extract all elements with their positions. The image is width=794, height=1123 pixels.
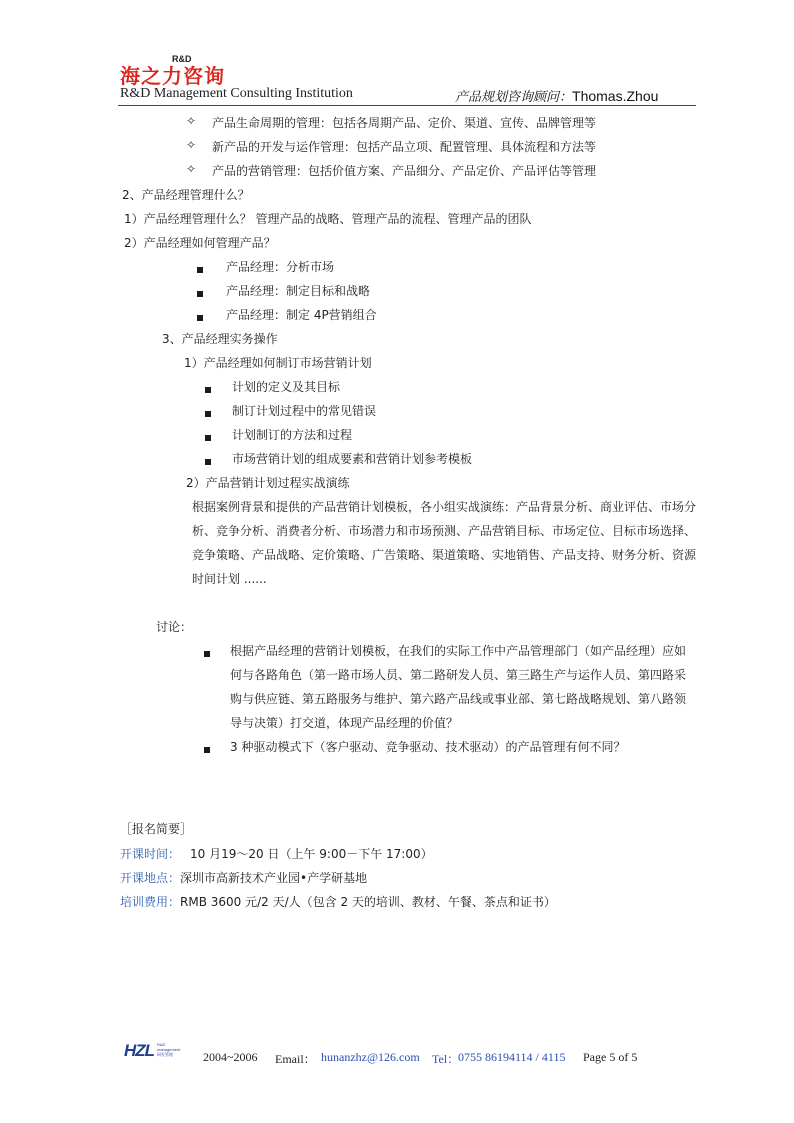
list-item: 新产品的开发与运作管理：包括产品立项、配置管理、具体流程和方法等 — [212, 140, 597, 154]
logo-sub-rd: R&D — [157, 1042, 166, 1047]
square-bullet-icon — [204, 742, 210, 756]
square-bullet-icon — [205, 382, 211, 396]
discussion-line: 导与决策）打交道，体现产品经理的价值？ — [230, 716, 459, 730]
list-item: 产品经理：制定 4P营销组合 — [226, 308, 377, 322]
logo-text-part1: 海之力 — [120, 64, 183, 88]
square-bullet-icon — [197, 310, 203, 324]
square-bullet-icon — [205, 430, 211, 444]
case-paragraph-line: 竞争策略、产品战略、定价策略、广告策略、渠道策略、实地销售、产品支持、财务分析、资源 — [192, 548, 697, 562]
time-label: 开课时间： — [120, 847, 181, 861]
section2-question1: 1）产品经理管理什么？ 管理产品的战略、管理产品的流程、管理产品的团队 — [124, 212, 532, 226]
footer-tel-label: Tel： — [432, 1052, 460, 1066]
list-item: 产品经理：分析市场 — [226, 260, 335, 274]
place-value: 深圳市高新技术产业园•产学研基地 — [180, 871, 368, 885]
registration-time — [120, 845, 433, 862]
list-item: 产品生命周期的管理：包括各周期产品、定价、渠道、宣传、品牌管理等 — [212, 116, 597, 130]
list-item: 制订计划过程中的常见错误 — [232, 404, 377, 418]
diamond-bullet-icon: ✧ — [186, 162, 197, 176]
advisor-label: 产品规划咨询顾问： — [455, 90, 573, 105]
discussion-line: 3 种驱动模式下（客户驱动、竞争驱动、技术驱动）的产品管理有何不同？ — [230, 740, 626, 754]
discussion-line: 根据产品经理的营销计划模板，在我们的实际工作中产品管理部门（如产品经理）应如 — [230, 644, 687, 658]
footer-email-label: Email： — [275, 1052, 316, 1066]
footer-page-number: Page 5 of 5 — [583, 1050, 638, 1064]
discussion-label: 讨论： — [156, 620, 193, 634]
section3-sub2: 2）产品营销计划过程实战演练 — [186, 476, 350, 490]
square-bullet-icon — [204, 646, 210, 660]
footer-logo-sub — [157, 1042, 180, 1057]
section2-question2: 2）产品经理如何管理产品？ — [124, 236, 276, 250]
square-bullet-icon — [205, 454, 211, 468]
square-bullet-icon — [197, 286, 203, 300]
square-bullet-icon — [197, 262, 203, 276]
logo-sub-management: management — [157, 1047, 181, 1052]
section3-sub1: 1）产品经理如何制订市场营销计划 — [184, 356, 372, 370]
time-value: 10 月19～20 日（上午 9:00－下午 17:00） — [190, 847, 433, 861]
header-divider — [118, 105, 696, 106]
logo-sub-cn: 研发管理 — [157, 1052, 173, 1057]
diamond-bullet-icon: ✧ — [186, 114, 197, 128]
institution-name: R&D Management Consulting Institution — [120, 86, 353, 101]
list-item: 市场营销计划的组成要素和营销计划参考模板 — [232, 452, 473, 466]
case-paragraph-line: 析、竞争分析、消费者分析、市场潜力和市场预测、产品营销目标、市场定位、目标市场选择、 — [192, 524, 697, 538]
registration-fee — [120, 893, 556, 910]
discussion-line: 购与供应链、第五路服务与维护、第六路产品线或事业部、第七路战略规划、第八路领 — [230, 692, 687, 706]
case-paragraph-line: 根据案例背景和提供的产品营销计划模板，各小组实战演练：产品背景分析、商业评估、市场分 — [192, 500, 697, 514]
case-paragraph-line: 时间计划 ...... — [192, 572, 267, 586]
fee-label: 培训费用： — [120, 895, 181, 909]
advisor-name: Thomas.Zhou — [572, 88, 659, 104]
section2-title: 2、产品经理管理什么？ — [122, 188, 250, 202]
place-label: 开课地点： — [120, 871, 181, 885]
discussion-line: 何与各路角色（第一路市场人员、第二路研发人员、第三路生产与运作人员、第四路采 — [230, 668, 687, 682]
list-item: 计划制订的方法和过程 — [232, 428, 353, 442]
square-bullet-icon — [205, 406, 211, 420]
list-item: 产品经理：制定目标和战略 — [226, 284, 371, 298]
list-item: 产品的营销管理：包括价值方案、产品细分、产品定价、产品评估等管理 — [212, 164, 597, 178]
footer-tel: 0755 86194114 / 4115 — [458, 1050, 566, 1064]
footer-years: 2004~2006 — [203, 1050, 258, 1064]
list-item: 计划的定义及其目标 — [232, 380, 341, 394]
footer-logo: HZL — [124, 1041, 155, 1060]
logo-text-part2: 咨询 — [183, 64, 225, 88]
fee-value: RMB 3600 元/2 天/人（包含 2 天的培训、教材、午餐、茶点和证书） — [180, 895, 556, 909]
registration-place — [120, 869, 367, 886]
advisor-credit — [455, 86, 658, 105]
diamond-bullet-icon: ✧ — [186, 138, 197, 152]
footer-email-link[interactable]: hunanzhz@126.com — [321, 1050, 420, 1064]
registration-title: ［报名简要］ — [120, 822, 193, 836]
company-logo — [120, 60, 225, 89]
section3-title: 3、产品经理实务操作 — [162, 332, 278, 346]
logo-rd-mark: R&D — [172, 54, 192, 64]
